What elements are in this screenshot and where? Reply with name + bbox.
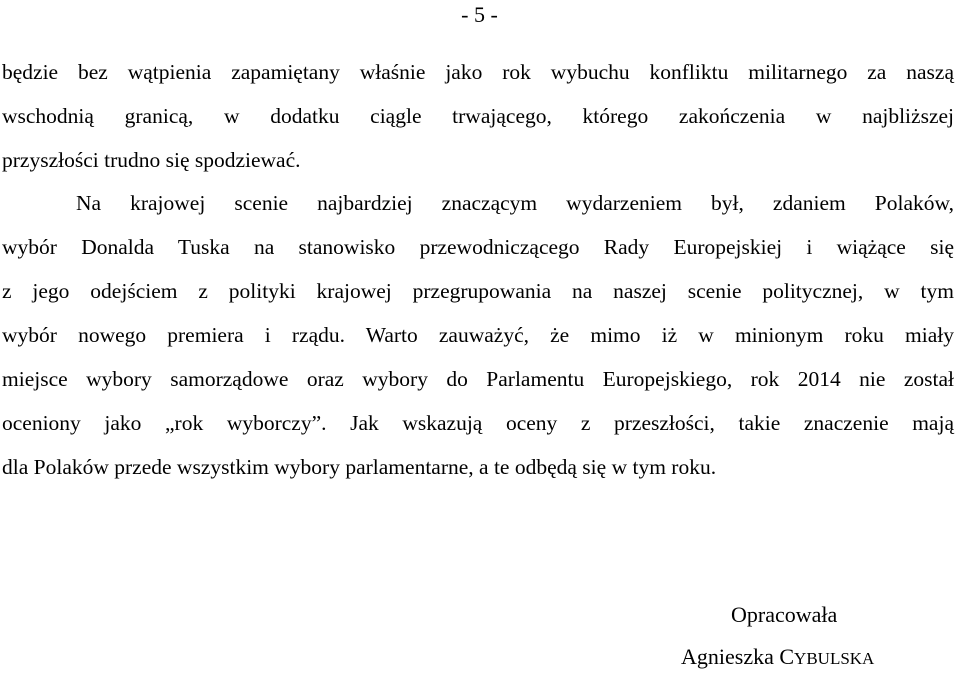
text-line: wybór Donalda Tuska na stanowisko przewodniczącego Rady Europejskiej i wiążące się <box>2 235 954 259</box>
signature-surname-initial: C <box>779 644 795 669</box>
text-line: będzie bez wątpienia zapamiętany właśnie jako rok wybuchu konfliktu militarnego za naszą <box>2 60 954 84</box>
text-line: Na krajowej scenie najbardziej znaczącym wydarzeniem był, zdaniem Polaków, <box>76 191 954 215</box>
page-number: - 5 - <box>461 2 498 27</box>
signature-surname-rest: YBULSKA <box>794 649 875 668</box>
signature-name <box>681 642 874 674</box>
signature-role: Opracowała <box>731 602 838 627</box>
text-line: dla Polaków przede wszystkim wybory parlamentarne, a te odbędą się w tym roku. <box>2 455 717 479</box>
text-line: z jego odejściem z polityki krajowej przegrupowania na naszej scenie politycznej, w tym <box>2 279 954 303</box>
text-line: przyszłości trudno się spodziewać. <box>2 148 301 172</box>
signature-surname <box>779 644 874 669</box>
text-line: miejsce wybory samorządowe oraz wybory do Parlamentu Europejskiego, rok 2014 nie został <box>2 367 954 391</box>
text-line: wschodnią granicą, w dodatku ciągle trwającego, którego zakończenia w najbliższej <box>2 104 954 128</box>
paragraph-continued <box>2 50 954 182</box>
signature-first-name: Agnieszka <box>681 644 774 669</box>
text-line: oceniony jako „rok wyborczy”. Jak wskazują oceny z przeszłości, takie znaczenie mają <box>2 411 954 435</box>
paragraph-main <box>2 181 954 489</box>
text-line: wybór nowego premiera i rządu. Warto zauważyć, że mimo iż w minionym roku miały <box>2 323 954 347</box>
